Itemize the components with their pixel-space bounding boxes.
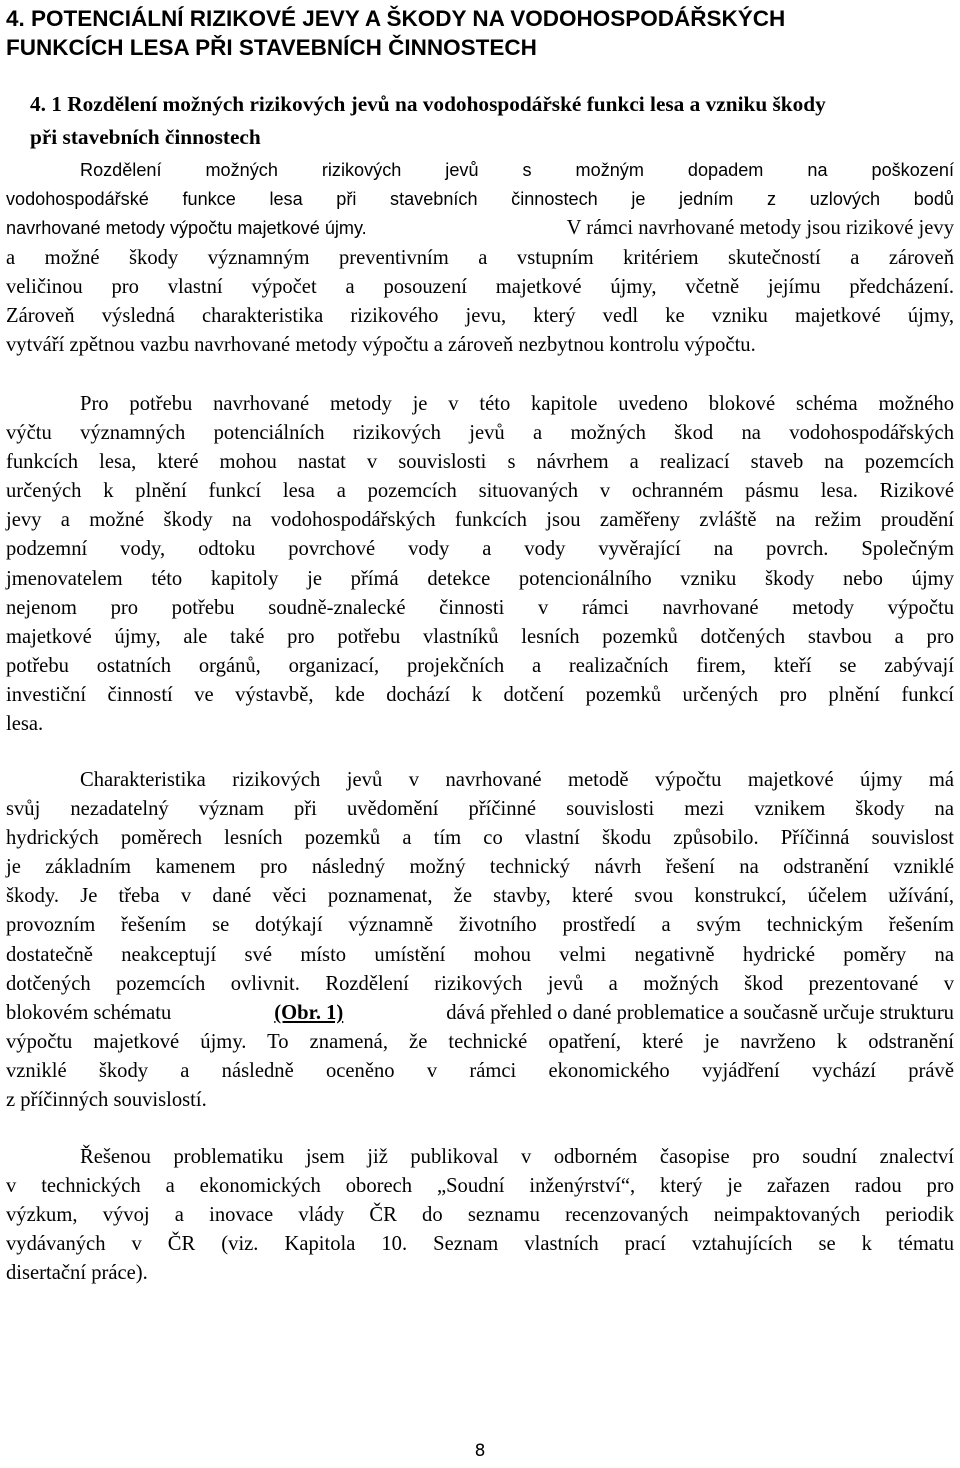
paragraph-1 [6,156,954,360]
page-number: 8 [474,1441,486,1461]
section-heading [6,88,954,154]
text-line [6,214,954,243]
text-line: disertační práce). [6,1262,148,1285]
text-fragment: V rámci navrhované metody jsou rizikové jevy [566,217,954,240]
section-heading-line: při stavebních činnostech [30,125,261,149]
text-line: určených k plnění funkcí lesa a pozemcích situovaných v ochranném pásmu lesa. Rizikové [6,480,954,503]
text-line: podzemní vody, odtoku povrchové vody a vody vyvěrající na povrch. Společným [6,538,954,561]
chapter-heading-line: FUNKCÍCH LESA PŘI STAVEBNÍCH ČINNOSTECH [6,35,537,61]
text-line: v technických a ekonomických oborech „Soudní inženýrství“, který je zařazen radou pro [6,1175,954,1198]
text-line: a možné škody významným preventivním a vstupním kritériem skutečností a zároveň [6,246,954,269]
text-line: je základním kamenem pro následný možný technický návrh řešení na odstranění vzniklé [6,856,954,879]
text-line: potřebu ostatních orgánů, organizací, projekčních a realizačních firem, kteří se zabývají [6,654,954,677]
text-fragment: blokovém schématu [6,1001,172,1024]
figure-link[interactable]: (Obr. 1) [274,1001,344,1024]
text-line: vzniklé škody a následně oceněno v rámci ekonomického vyjádření vychází právě [6,1059,954,1082]
text-line: vodohospodářské funkce lesa při stavebních činnostech je jedním z uzlových bodů [6,189,954,210]
text-line: Charakteristika rizikových jevů v navrhované metodě výpočtu majetkové újmy má [80,769,954,791]
paragraph-2 [6,390,954,739]
text-line: výčtu významných potenciálních rizikových jevů a možných škod na vodohospodářských [6,422,954,445]
text-line: jevy a možné škody na vodohospodářských funkcích jsou zaměřeny zvláště na režim proudění [6,509,954,532]
text-line: dostatečně neakceptují své místo umístění mohou velmi negativně hydrické poměry na [6,943,954,966]
text-line: vydávaných v ČR (viz. Kapitola 10. Seznam vlastních prací vztahujících se k tématu [6,1233,954,1256]
text-line: výpočtu majetkové újmy. To znamená, že technické opatření, které je navrženo k odstranění [6,1030,954,1053]
text-line: Zároveň výsledná charakteristika rizikového jevu, který vedl ke vzniku majetkové újmy, [6,304,954,327]
section-heading-line: 4. 1 Rozdělení možných rizikových jevů na vodohospodářské funkci lesa a vzniku škody [30,92,826,116]
paragraph-4 [6,1143,954,1288]
text-line: vytváří zpětnou vazbu navrhované metody výpočtu a zároveň nezbytnou kontrolu výpočtu. [6,333,756,356]
text-line: Řešenou problematiku jsem již publikoval v odborném časopise pro soudní znalectví [80,1146,954,1168]
text-line: lesa. [6,713,44,736]
text-line: Pro potřebu navrhované metody je v této kapitole uvedeno blokové schéma možného [80,393,954,415]
text-line: svůj nezadatelný význam při uvědomění příčinné souvislosti mezi vznikem škody na [6,798,954,821]
text-line: investiční činností ve výstavbě, kde dochází k dotčení pozemků určených pro plnění funkcí [6,683,954,706]
text-line: veličinou pro vlastní výpočet a posouzení majetkové újmy, včetně jejímu předcházení. [6,275,954,298]
text-line: provozním řešením se dotýkají významně životního prostředí a svým technickým řešením [6,914,954,937]
text-line: výzkum, vývoj a inovace vlády ČR do seznamu recenzovaných neimpaktovaných periodik [6,1204,954,1227]
text-line: hydrických poměrech lesních pozemků a tím co vlastní škodu způsobilo. Příčinná souvislost [6,827,954,850]
text-line: dotčených pozemcích ovlivnit. Rozdělení rizikových jevů a možných škod prezentované v [6,972,954,995]
text-line: škody. Je třeba v dané věci poznamenat, že stavby, které svou konstrukcí, účelem užívání, [6,885,954,908]
text-line: Rozdělení možných rizikových jevů s možným dopadem na poškození [80,160,954,180]
text-fragment: navrhované metody výpočtu majetkové újmy. [6,218,367,239]
chapter-heading [6,4,954,62]
text-line: funkcích lesa, které mohou nastat v souvislosti s návrhem a realizací staveb na pozemcích [6,451,954,474]
text-line: jmenovatelem této kapitoly je přímá detekce potencionálního vzniku škody nebo újmy [6,567,954,590]
paragraph-3 [6,766,954,1115]
text-line: nejenom pro potřebu soudně-znalecké činnosti v rámci navrhované metody výpočtu [6,596,954,619]
text-line: z příčinných souvislostí. [6,1089,207,1112]
text-line: majetkové újmy, ale také pro potřebu vlastníků lesních pozemků dotčených stavbou a pro [6,625,954,648]
text-line [6,999,954,1028]
chapter-heading-line: 4. POTENCIÁLNÍ RIZIKOVÉ JEVY A ŠKODY NA VODOHOSPODÁŘSKÝCH [6,6,786,31]
text-fragment: dává přehled o dané problematice a současně určuje strukturu [446,1001,954,1024]
